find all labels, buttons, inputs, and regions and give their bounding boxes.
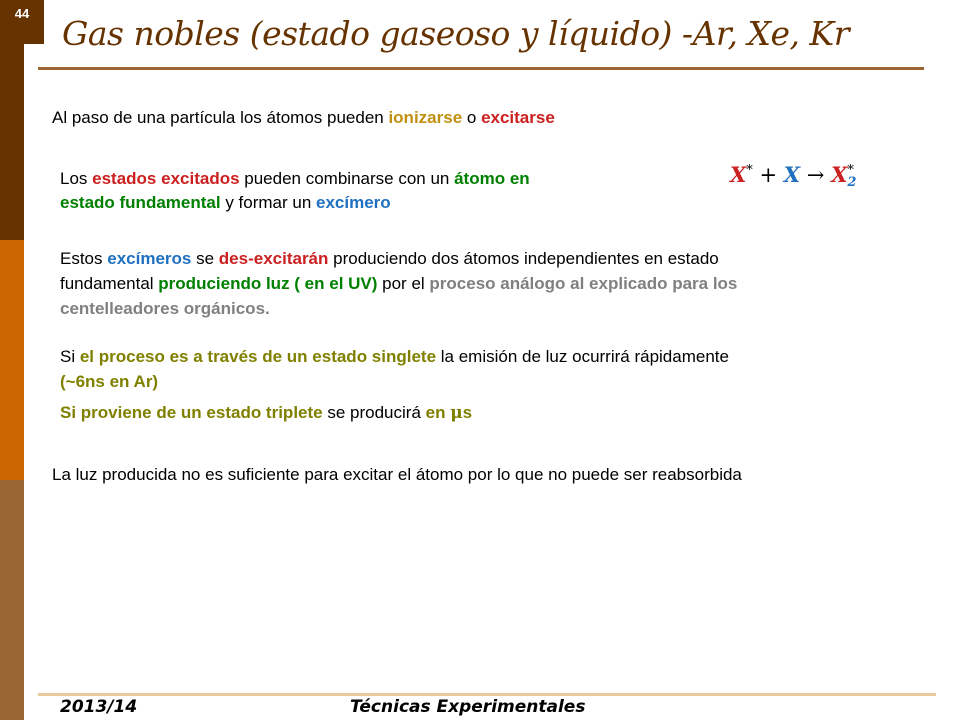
deexcite-text: Estos — [60, 249, 108, 268]
footer-divider — [38, 693, 936, 696]
organic-scintillators-keyword: centelleadores orgánicos. — [60, 299, 270, 318]
excite-keyword: excitarse — [481, 108, 555, 127]
sidebar-decoration — [0, 0, 24, 720]
excited-text: Los — [60, 169, 93, 188]
formula-arrow: → — [806, 163, 825, 187]
triplet-time-unit: s — [462, 403, 473, 422]
formula-subsup — [847, 162, 857, 190]
uv-light-keyword: produciendo luz ( en el UV) — [158, 274, 378, 293]
formula-star: * — [746, 163, 753, 178]
excimers-keyword: excímeros — [107, 249, 192, 268]
slide-title: Gas nobles (estado gaseoso y líquido) -Ar, Xe, Kr — [62, 14, 849, 53]
singlet-line-2 — [60, 369, 158, 395]
formula-plus: + — [759, 163, 778, 187]
deexcite-line-2 — [60, 271, 737, 297]
excimer-formula — [730, 162, 856, 189]
excited-states-keyword: estados excitados — [92, 169, 240, 188]
ground-atom-keyword: átomo en — [454, 169, 530, 188]
closing-line: La luz producida no es suficiente para excitar el átomo por lo que no puede ser reabsorbida — [52, 465, 742, 484]
singlet-keyword: el proceso es a través de un estado singlete — [79, 347, 437, 366]
formula-x-excited: X — [730, 162, 747, 187]
deexcite-text: produciendo dos átomos independientes en estado — [328, 249, 719, 268]
deexcite-line-3 — [60, 296, 270, 322]
slide-number: 44 — [0, 0, 44, 44]
deexcite-keyword: des-excitarán — [218, 249, 329, 268]
ionize-keyword: ionizarse — [388, 108, 463, 127]
deexcite-text: por el — [377, 274, 430, 293]
formula-excimer: X — [831, 162, 848, 187]
excimer-keyword: excímero — [316, 193, 391, 212]
deexcite-text: fundamental — [60, 274, 159, 293]
intro-text: o — [462, 108, 482, 127]
intro-line — [52, 105, 555, 131]
title-divider — [38, 67, 924, 70]
deexcite-text: se — [191, 249, 219, 268]
singlet-time-keyword: (~6ns en Ar) — [60, 372, 159, 391]
sidebar-segment-orange — [0, 240, 24, 480]
intro-text: Al paso de una partícula los átomos pueden — [52, 108, 389, 127]
triplet-keyword: Si proviene de un estado triplete — [60, 403, 323, 422]
sidebar-segment-tan — [0, 480, 24, 720]
formula-star: * — [847, 162, 854, 178]
excited-line-1 — [60, 166, 530, 192]
singlet-text: la emisión de luz ocurrirá rápidamente — [436, 347, 729, 366]
deexcite-line-1 — [60, 246, 719, 272]
singlet-text: Si — [60, 347, 80, 366]
triplet-line — [60, 400, 472, 426]
analogous-process-keyword: proceso análogo al explicado para los — [429, 274, 738, 293]
excited-text: y formar un — [220, 193, 317, 212]
excited-text: pueden combinarse con un — [239, 169, 455, 188]
ground-state-keyword: estado fundamental — [60, 193, 221, 212]
mu-symbol: μ — [450, 403, 463, 423]
triplet-text: se producirá — [322, 403, 426, 422]
excited-line-2 — [60, 190, 391, 216]
formula-subscript: 2 — [847, 174, 857, 190]
singlet-line-1 — [60, 344, 729, 370]
triplet-time-prefix: en — [425, 403, 451, 422]
footer-year: 2013/14 — [60, 697, 138, 717]
footer-course: Técnicas Experimentales — [350, 697, 586, 717]
formula-x-ground: X — [783, 162, 801, 187]
